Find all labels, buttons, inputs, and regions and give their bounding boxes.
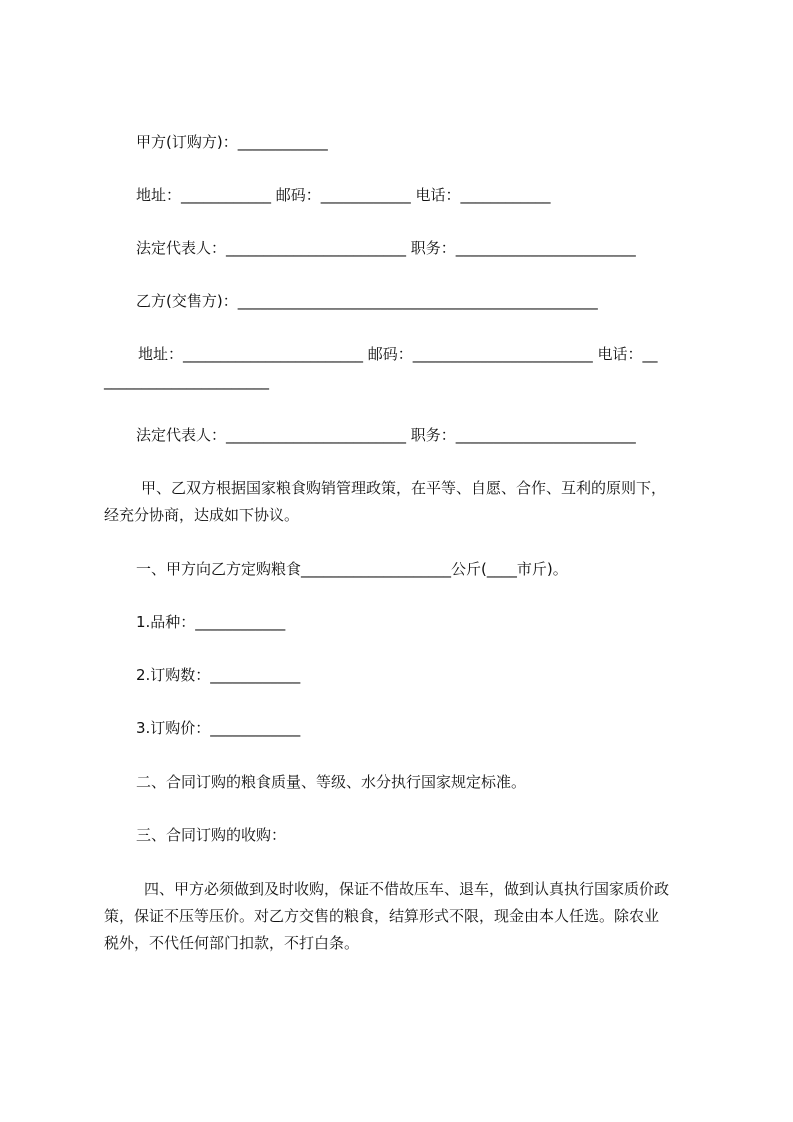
item-order-quantity: 2.订购数：____________	[136, 666, 301, 684]
item-order-price: 3.订购价：____________	[136, 719, 301, 737]
party-b-contact-line: 地址：________________________ 邮码：________________________ 电话：__	[138, 345, 658, 363]
clause-3: 三、合同订购的收购：	[136, 826, 287, 844]
party-b-representative-line: 法定代表人：________________________ 职务：________________________	[136, 426, 636, 444]
preamble-line-1: 甲、乙双方根据国家粮食购销管理政策，在平等、自愿、合作、互利的原则下，	[141, 479, 667, 497]
party-a-line: 甲方(订购方)：____________	[136, 133, 328, 151]
preamble-line-2: 经充分协商，达成如下协议。	[104, 506, 300, 524]
clause-4-line-2: 策，保证不压等压价。对乙方交售的粮食，结算形式不限，现金由本人任选。除农业	[104, 907, 660, 925]
party-b-line: 乙方(交售方)：________________________________________________	[136, 292, 598, 310]
party-b-contact-continuation: ______________________	[104, 372, 269, 390]
clause-2: 二、合同订购的粮食质量、等级、水分执行国家规定标准。	[136, 773, 527, 791]
party-a-contact-line: 地址：____________ 邮码：____________ 电话：____________	[136, 186, 551, 204]
clause-4-line-1: 四、甲方必须做到及时收购，保证不借故压车、退车，做到认真执行国家质价政	[144, 880, 670, 898]
party-a-representative-line: 法定代表人：________________________ 职务：________________________	[136, 239, 636, 257]
clause-1: 一、甲方向乙方定购粮食____________________公斤(____市斤)。	[136, 560, 568, 578]
item-variety: 1.品种：____________	[136, 613, 286, 631]
clause-4-line-3: 税外，不代任何部门扣款，不打白条。	[104, 934, 360, 952]
